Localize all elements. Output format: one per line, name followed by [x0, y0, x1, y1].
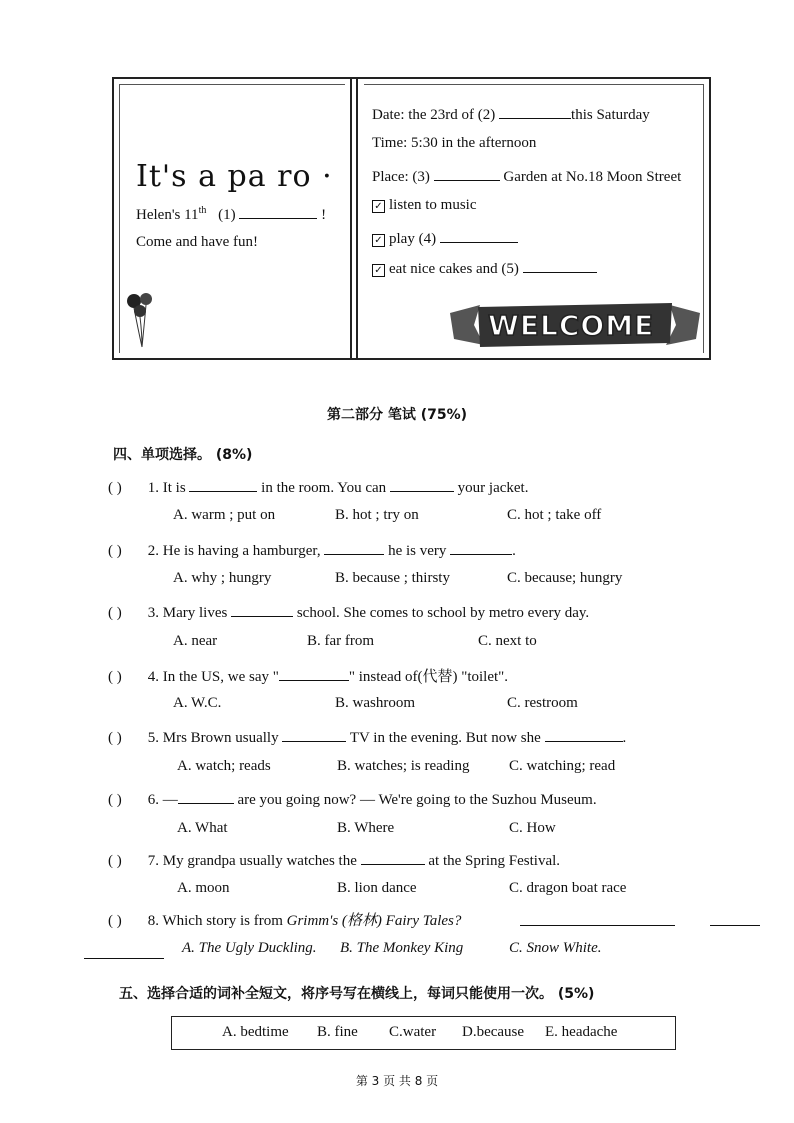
answer-paren[interactable]: ( ) [108, 853, 122, 869]
question-text: 3. Mary lives [147, 605, 228, 621]
answer-blank[interactable] [231, 602, 293, 617]
question-text: in the room. You can [261, 480, 387, 496]
underline-mark [520, 925, 675, 926]
section4-heading: 四、单项选择。 (8%) [113, 447, 253, 463]
date-line [372, 104, 650, 124]
answer-paren[interactable]: ( ) [108, 792, 122, 808]
answer-blank[interactable] [279, 666, 349, 681]
option-b: B. watches; is reading [337, 758, 470, 774]
question-text: he is very [388, 543, 447, 559]
checkbox-checked-icon: ✓ [372, 264, 385, 277]
answer-paren[interactable]: ( ) [108, 669, 122, 685]
question-7 [108, 850, 560, 870]
question-text: 4. In the US, we say " [147, 669, 279, 685]
question-text: . [512, 543, 516, 559]
question-2 [108, 540, 516, 560]
helen-birthday-text: Helen's 11 [136, 207, 199, 223]
option-b: B. lion dance [337, 880, 417, 896]
balloons-icon [124, 289, 164, 349]
exclamation: ! [321, 207, 327, 223]
option-c: C. hot ; take off [507, 507, 602, 523]
word-option: A. bedtime [222, 1024, 289, 1040]
party-title: It's a pa ro · [136, 159, 333, 194]
option-a: A. What [177, 820, 228, 836]
page-number: 第 3 页 共 8 页 [355, 1074, 439, 1088]
answer-blank[interactable] [390, 477, 454, 492]
word-option: D.because [462, 1024, 525, 1040]
underline-mark [710, 925, 760, 926]
welcome-text: WELCOME [488, 309, 655, 342]
date-label: Date: the 23rd of (2) [372, 107, 496, 123]
question-3 [108, 602, 589, 622]
card-left-line2: Come and have fun! [136, 234, 259, 250]
check-text-3: eat nice cakes and (5) [389, 261, 519, 277]
ordinal-suffix: th [198, 205, 207, 216]
check-item-music [372, 197, 477, 214]
option-c: C. next to [478, 633, 537, 649]
question-text: are you going now? — We're going to the Suzhou Museum. [237, 792, 597, 808]
answer-blank[interactable] [450, 540, 512, 555]
card-left-panel [114, 79, 352, 358]
option-b: B. Where [337, 820, 395, 836]
option-a: A. near [173, 633, 218, 649]
answer-blank[interactable] [178, 789, 234, 804]
date-suffix: this Saturday [571, 107, 650, 123]
place-line [372, 166, 681, 186]
question-text: . [622, 730, 627, 746]
option-b: B. washroom [335, 695, 415, 711]
blank-3[interactable] [434, 166, 500, 181]
answer-paren[interactable]: ( ) [108, 730, 122, 746]
blank-1-label: (1) [218, 207, 236, 223]
question-text: 2. He is having a hamburger, [147, 543, 321, 559]
answer-blank[interactable] [282, 727, 346, 742]
checkbox-checked-icon: ✓ [372, 200, 385, 213]
question-text: 8. Which story is from [147, 913, 283, 929]
answer-paren[interactable]: ( ) [108, 913, 122, 929]
question-text: 1. It is [147, 480, 186, 496]
card-right-panel [356, 79, 709, 358]
part2-title: 第二部分 笔试 (75%) [326, 407, 468, 423]
option-a: A. moon [177, 880, 230, 896]
blank-1[interactable] [239, 204, 317, 219]
answer-blank[interactable] [361, 850, 425, 865]
question-5 [108, 727, 626, 747]
option-c: C. restroom [507, 695, 578, 711]
answer-paren[interactable]: ( ) [108, 543, 122, 559]
option-b: B. The Monkey King [340, 940, 464, 956]
option-a: A. watch; reads [177, 758, 271, 774]
option-c: C. dragon boat race [509, 880, 627, 896]
question-text: at the Spring Festival. [428, 853, 561, 869]
option-b: B. hot ; try on [335, 507, 419, 523]
time-line: Time: 5:30 in the afternoon [372, 135, 537, 151]
welcome-banner [450, 299, 700, 351]
word-option: C.water [389, 1024, 437, 1040]
word-option: B. fine [317, 1024, 358, 1040]
underline-mark [84, 958, 164, 959]
blank-4[interactable] [440, 228, 518, 243]
check-item-play [372, 228, 518, 248]
question-text: 6. — [147, 792, 178, 808]
question-1 [108, 477, 528, 497]
question-text: your jacket. [457, 480, 529, 496]
book-title: Grimm's (格林) Fairy Tales? [286, 913, 462, 929]
option-c: C. How [509, 820, 556, 836]
question-4 [108, 665, 508, 686]
option-c: C. watching; read [509, 758, 616, 774]
option-a: A. W.C. [173, 695, 222, 711]
question-8 [108, 909, 461, 930]
question-6 [108, 789, 597, 809]
check-text-2: play (4) [389, 231, 437, 247]
question-text: TV in the evening. But now she [349, 730, 541, 746]
answer-blank[interactable] [545, 727, 623, 742]
option-c: C. Snow White. [509, 940, 602, 956]
question-text: 7. My grandpa usually watches the [147, 853, 357, 869]
checkbox-checked-icon: ✓ [372, 234, 385, 247]
section5-heading: 五、选择合适的词补全短文，将序号写在横线上，每词只能使用一次。 (5%) [119, 986, 595, 1002]
blank-5[interactable] [523, 258, 597, 273]
option-a: A. why ; hungry [173, 570, 272, 586]
place-label: Place: (3) [372, 169, 430, 185]
answer-blank[interactable] [324, 540, 384, 555]
option-a: A. The Ugly Duckling. [182, 940, 317, 956]
place-suffix: Garden at No.18 Moon Street [503, 169, 682, 185]
card-left-line1 [136, 204, 326, 224]
blank-2[interactable] [499, 104, 571, 119]
answer-blank[interactable] [189, 477, 257, 492]
check-text-1: listen to music [389, 197, 477, 213]
question-text: " instead of(代替) "toilet". [348, 669, 509, 685]
question-text: school. She comes to school by metro every day. [296, 605, 590, 621]
check-item-cakes [372, 258, 597, 278]
answer-paren[interactable]: ( ) [108, 480, 122, 496]
question-text: 5. Mrs Brown usually [147, 730, 279, 746]
option-b: B. because ; thirsty [335, 570, 450, 586]
option-c: C. because; hungry [507, 570, 623, 586]
answer-paren[interactable]: ( ) [108, 605, 122, 621]
word-option: E. headache [545, 1024, 618, 1040]
option-b: B. far from [307, 633, 375, 649]
option-a: A. warm ; put on [173, 507, 276, 523]
invitation-card [112, 77, 711, 360]
word-bank [171, 1016, 676, 1050]
